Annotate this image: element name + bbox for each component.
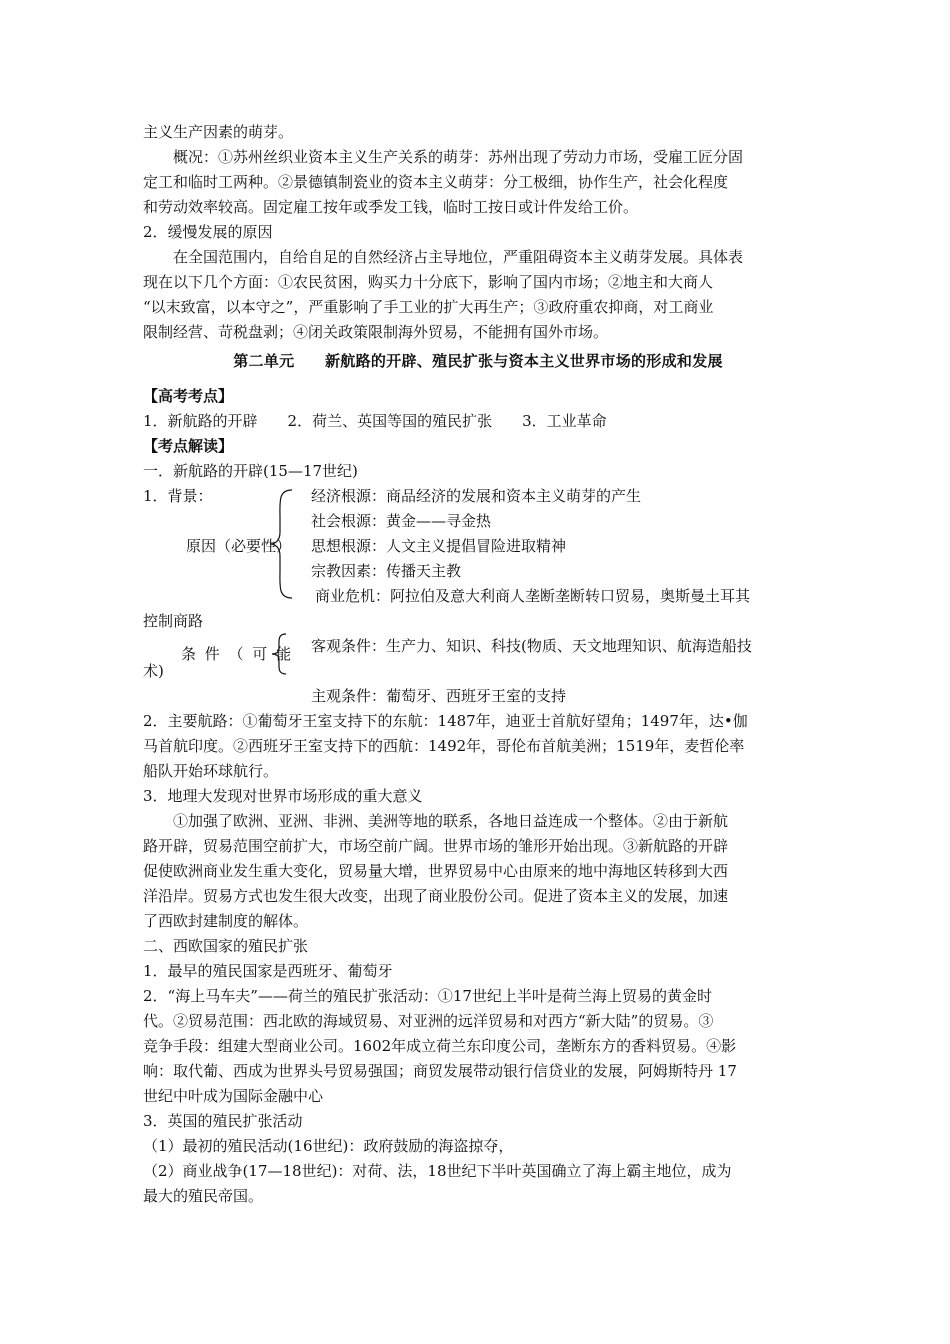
british-line-1: （1）最初的殖民活动(16世纪)：政府鼓励的海盗掠夺， — [143, 1137, 514, 1155]
meaning-line-1: ①加强了欧洲、亚洲、非洲、美洲等地的联系，各地日益连成一个整体。②由于新航 — [173, 812, 729, 830]
gaikuang-line-1: 概况：①苏州丝织业资本主义生产关系的萌芽：苏州出现了劳动力市场，受雇工匠分固 — [173, 148, 744, 166]
unit-title: 第二单元 新航路的开辟、殖民扩张与资本主义世界市场的形成和发展 — [233, 352, 723, 370]
meaning-line-3: 促使欧洲商业发生重大变化，贸易量大增，世界贸易中心由原来的地中海地区转移到大西 — [143, 862, 729, 880]
routes-line-2: 马首航印度。②西班牙王室支持下的西航：1492年，哥伦布首航美洲；1519年，麦哲伦率 — [143, 737, 745, 755]
reason-religion: 宗教因素：传播天主教 — [311, 562, 462, 580]
dutch-line-3: 竞争手段：组建大型商业公司。1602年成立荷兰东印度公司，垄断东方的香料贸易。④影 — [143, 1037, 737, 1055]
reason-thought: 思想根源：人文主义提倡冒险进取精神 — [311, 537, 567, 555]
reason-brace-icon — [268, 488, 298, 600]
background-label: 1．背景： — [143, 487, 213, 505]
reason-commerce: 商业危机：阿拉伯及意大利商人垄断垄断转口贸易，奥斯曼土耳其 — [315, 587, 751, 605]
condition-objective-cont: 术) — [143, 662, 164, 680]
section-2-heading: 二、西欧国家的殖民扩张 — [143, 937, 309, 955]
dutch-line-4: 响：取代葡、西成为世界头号贸易强国；商贸发展带动银行信贷业的发展，阿姆斯特丹 17 — [143, 1062, 737, 1080]
condition-label: 条 件 （ 可 能 — [181, 645, 294, 663]
slow-line-2: 现在以下几个方面：①农民贫困，购买力十分底下，影响了国内市场；②地主和大商人 — [143, 273, 714, 291]
dutch-line-2: 代。②贸易范围：西北欧的海域贸易、对亚洲的远洋贸易和对西方“新大陆”的贸易。③ — [143, 1012, 714, 1030]
dutch-line-1: 2．“海上马车夫”——荷兰的殖民扩张活动：①17世纪上半叶是荷兰海上贸易的黄金时 — [143, 987, 712, 1005]
section-1-heading: 一．新航路的开辟(15—17世纪) — [143, 462, 358, 480]
heading-jiedu: 【考点解读】 — [143, 437, 234, 455]
heading-slow-development: 2．缓慢发展的原因 — [143, 223, 273, 241]
heading-meaning: 3．地理大发现对世界市场形成的重大意义 — [143, 787, 423, 805]
condition-subjective: 主观条件：葡萄牙、西班牙王室的支持 — [311, 687, 567, 705]
meaning-line-2: 路开辟，贸易范围空前扩大，市场空前广阔。世界市场的雏形开始出现。③新航路的开辟 — [143, 837, 729, 855]
routes-line-1: 2．主要航路：①葡萄牙王室支持下的东航：1487年，迪亚士首航好望角；1497年，达•伽 — [143, 712, 748, 730]
intro-line: 主义生产因素的萌芽。 — [143, 123, 294, 141]
routes-line-3: 船队开始环球航行。 — [143, 762, 279, 780]
gaikuang-line-2: 定工和临时工两种。②景德镇制瓷业的资本主义萌芽：分工极细，协作生产，社会化程度 — [143, 173, 729, 191]
slow-line-1: 在全国范围内，自给自足的自然经济占主导地位，严重阻碍资本主义萌芽发展。具体表 — [173, 248, 744, 266]
british-line-3: 最大的殖民帝国。 — [143, 1187, 264, 1205]
slow-line-3: “以末致富，以本守之”，严重影响了手工业的扩大再生产；③政府重农抑商，对工商业 — [143, 298, 714, 316]
earliest-colonial: 1．最早的殖民国家是西班牙、葡萄牙 — [143, 962, 393, 980]
meaning-line-5: 了西欧封建制度的解体。 — [143, 912, 309, 930]
heading-british: 3．英国的殖民扩张活动 — [143, 1112, 303, 1130]
slow-line-4: 限制经营、苛税盘剥；④闭关政策限制海外贸易，不能拥有国外市场。 — [143, 323, 609, 341]
condition-brace-icon — [270, 632, 290, 676]
dutch-line-5: 世纪中叶成为国际金融中心 — [143, 1087, 324, 1105]
reason-economic: 经济根源：商品经济的发展和资本主义萌芽的产生 — [311, 487, 642, 505]
gaikuang-line-3: 和劳动效率较高。固定雇工按年或季发工钱，临时工按日或计件发给工价。 — [143, 198, 639, 216]
reason-commerce-cont: 控制商路 — [143, 612, 204, 630]
kaodian-items: 1．新航路的开辟 2．荷兰、英国等国的殖民扩张 3．工业革命 — [143, 412, 607, 430]
reason-social: 社会根源：黄金——寻金热 — [311, 512, 492, 530]
meaning-line-4: 洋沿岸。贸易方式也发生很大改变，出现了商业股份公司。促进了资本主义的发展，加速 — [143, 887, 729, 905]
heading-kaodian: 【高考考点】 — [143, 387, 234, 405]
british-line-2: （2）商业战争(17—18世纪)：对荷、法，18世纪下半叶英国确立了海上霸主地位，成为 — [143, 1162, 732, 1180]
condition-objective: 客观条件：生产力、知识、科技(物质、天文地理知识、航海造船技 — [311, 637, 752, 655]
reason-label: 原因（必要性） — [186, 537, 292, 555]
